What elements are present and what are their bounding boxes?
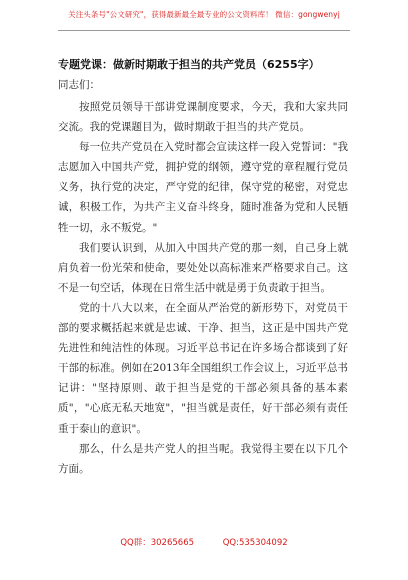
contact-footer [0, 536, 408, 548]
promo-banner: 关注头条号"公文研究"，获得最新最全最专业的公文资料库！ 微信：gongwenyj [68, 10, 340, 19]
header-divider [58, 30, 350, 31]
salutation: 同志们： [58, 79, 100, 91]
paragraph: 按照党员领导干部讲党课制度要求，今天，我和大家共同交流。我的党课题目为，做时期敢于担当的共产党员。 [58, 101, 348, 134]
qq-group-number: QQ群：30265665 [120, 538, 195, 548]
paragraph: 我们要认识到，从加入中国共产党的那一刻，自己身上就肩负着一份光荣和使命，要处处以高标准来严格要求自己。这不是一句空话，体现在日常生活中就是勇于负责敢于担当。 [58, 241, 348, 294]
document-title: 专题党课：做新时期敢于担当的共产党员（6255字） [58, 58, 320, 71]
paragraph: 党的十八大以来，在全面从严治党的新形势下，对党员干部的要求概括起来就是忠诚、干净、担当，这正是中国共产党先进性和纯洁性的体现。习近平总书记在许多场合都谈到了好干部的标准。例如在2013年全国组织工作会议上，习近平总书记讲："坚持原则、敢于担当是党的干部必须具备的基本素质"，"心底无私天地宽"，"担当就是责任，好干部必须有责任重于泰山的意识"。 [58, 301, 348, 435]
document-body [58, 97, 348, 479]
paragraph: 那么，什么是共产党人的担当呢。我觉得主要在以下几个方面。 [58, 442, 348, 475]
qq-contact-number: QQ:535304092 [222, 538, 288, 548]
paragraph: 每一位共产党员在入党时都会宣读这样一段入党誓词："我志愿加入中国共产党，拥护党的纲领，遵守党的章程履行党员义务，执行党的决定，严守党的纪律，保守党的秘密，对党忠诚，积极工作，为共产主义奋斗终身，随时准备为党和人民牺牲一切，永不叛党。" [58, 141, 348, 234]
